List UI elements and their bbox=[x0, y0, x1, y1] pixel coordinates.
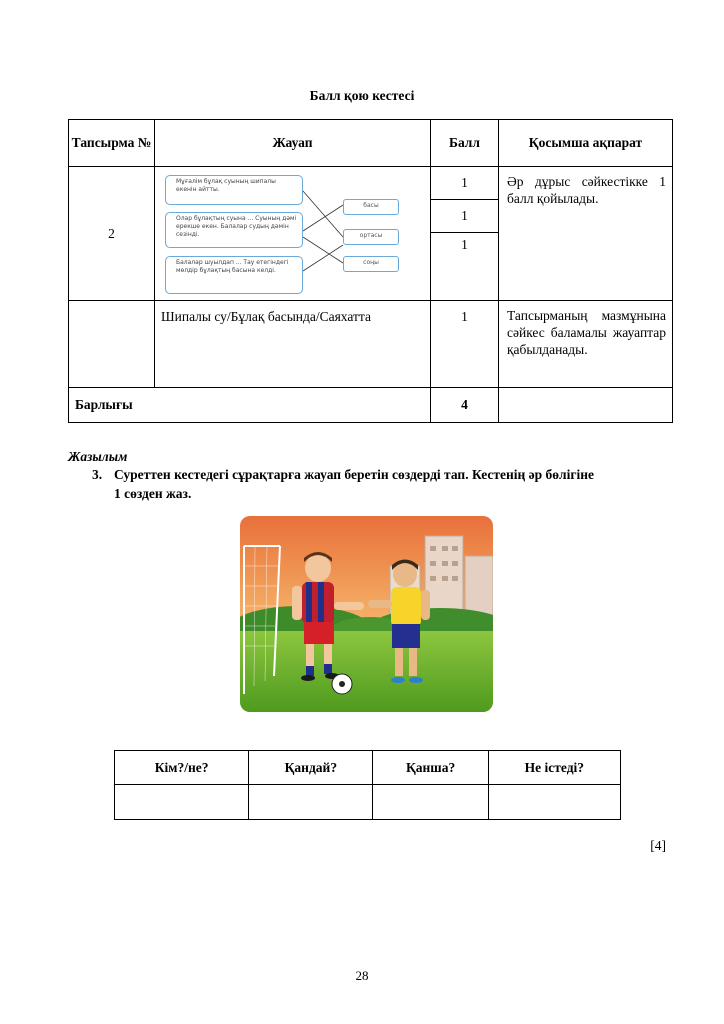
header-task-number: Тапсырма № bbox=[69, 120, 155, 167]
total-points: 4 bbox=[431, 388, 499, 423]
header-which: Қандай? bbox=[249, 751, 373, 785]
task-line-1: Суреттен кестедегі сұрақтарға жауап беретін сөздерді тап. Кестенің әр бөлігіне bbox=[114, 467, 595, 482]
football-illustration bbox=[240, 516, 493, 712]
task-line-2: 1 сөзден жаз. bbox=[114, 486, 192, 501]
answer-row bbox=[115, 785, 621, 820]
max-score-mark: [4] bbox=[650, 838, 666, 853]
points-cell-3: 1 bbox=[431, 233, 499, 301]
answer-text: Шипалы су/Бұлақ басында/Саяхатта bbox=[161, 309, 371, 324]
answer-table bbox=[114, 750, 621, 820]
matching-word-3: соңы bbox=[343, 256, 399, 272]
answer-cell-who-what[interactable] bbox=[115, 785, 249, 820]
matching-exercise-image bbox=[165, 175, 410, 300]
header-who-what: Кім?/не? bbox=[115, 751, 249, 785]
score-table-header bbox=[69, 120, 673, 167]
matching-word-1: басы bbox=[343, 199, 399, 215]
task-instruction bbox=[92, 465, 594, 503]
page-title: Балл қою кестесі bbox=[309, 88, 415, 103]
points-cell-2: 1 bbox=[431, 200, 499, 233]
points-cell-1: 1 bbox=[431, 167, 499, 200]
section-heading: Жазылым bbox=[68, 449, 128, 464]
extra-info-cell-2 bbox=[499, 301, 673, 388]
matching-sentence-1: Мұғалім бұлақ суының шипалы екенін айтты. bbox=[165, 175, 303, 205]
points-value-4: 1 bbox=[461, 309, 468, 324]
score-table bbox=[68, 119, 673, 423]
task-number-cell: 2 bbox=[69, 167, 155, 301]
header-extra-info: Қосымша ақпарат bbox=[499, 120, 673, 167]
header-answer: Жауап bbox=[155, 120, 431, 167]
matching-exercise-cell bbox=[155, 167, 431, 301]
points-cell-4 bbox=[431, 301, 499, 388]
task-number: 3. bbox=[92, 467, 103, 482]
answer-cell-which[interactable] bbox=[249, 785, 373, 820]
extra-info-text-1: Әр дұрыс сәйкестікке 1 балл қойылады. bbox=[507, 174, 666, 206]
header-points: Балл bbox=[431, 120, 499, 167]
answer-cell bbox=[155, 301, 431, 388]
matching-sentence-3: Балалар шуылдап ... Тау етегіндегі мөлдір бұлақтың басына келді. bbox=[165, 256, 303, 294]
header-what-did: Не істеді? bbox=[488, 751, 620, 785]
total-label: Барлығы bbox=[69, 388, 431, 423]
extra-info-cell-1 bbox=[499, 167, 673, 301]
matching-word-2: ортасы bbox=[343, 229, 399, 245]
table-row bbox=[69, 301, 673, 388]
empty-task-cell bbox=[69, 301, 155, 388]
extra-info-text-2: Тапсырманың мазмұнына сәйкес баламалы жауаптар қабылданады. bbox=[507, 308, 666, 357]
header-how-many: Қанша? bbox=[373, 751, 488, 785]
answer-cell-what-did[interactable] bbox=[488, 785, 620, 820]
table-row bbox=[69, 167, 673, 200]
answer-cell-how-many[interactable] bbox=[373, 785, 488, 820]
total-row bbox=[69, 388, 673, 423]
answer-table-header bbox=[115, 751, 621, 785]
matching-sentence-2: Олар бұлақтың суына ... Суының дәмі ерекше екен. Балалар судың дәмін сезінді. bbox=[165, 212, 303, 248]
total-empty-cell bbox=[499, 388, 673, 423]
boys-football-picture bbox=[240, 516, 493, 712]
page-number: 28 bbox=[355, 968, 369, 983]
